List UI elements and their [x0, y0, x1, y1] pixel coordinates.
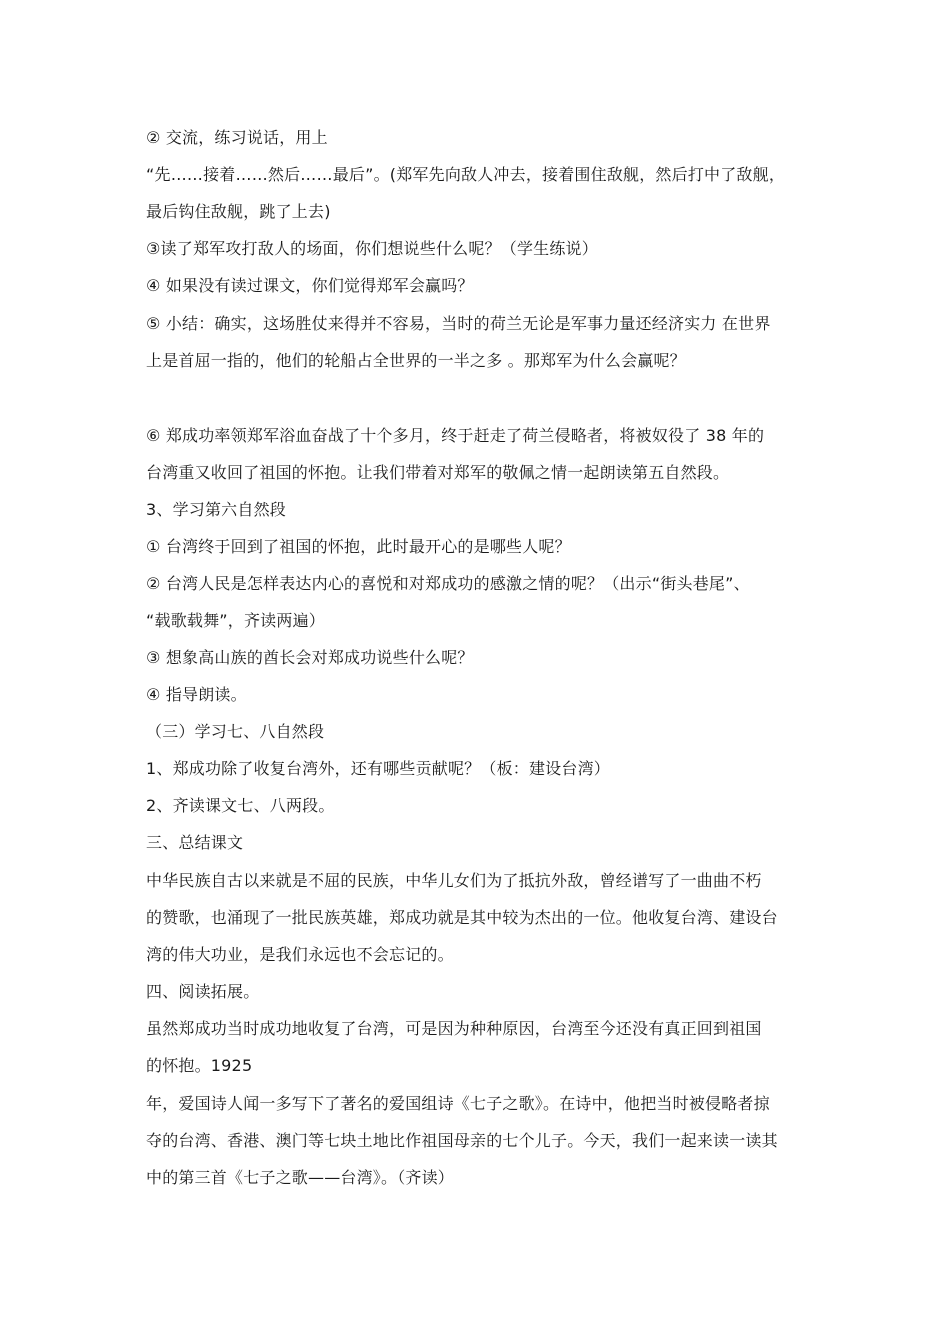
text-line: ⑥ 郑成功率领郑军浴血奋战了十个多月，终于赶走了荷兰侵略者，将被奴役了 38 年的 [146, 426, 765, 445]
text-line: “载歌载舞”，齐读两遍） [146, 611, 325, 630]
text-line: 3、学习第六自然段 [146, 500, 286, 519]
text-line: 中华民族自古以来就是不屈的民族，中华儿女们为了抵抗外敌，曾经谱写了一曲曲不朽 [146, 871, 762, 890]
text-line: 夺的台湾、香港、澳门等七块土地比作祖国母亲的七个儿子。今天，我们一起来读一读其 [146, 1131, 778, 1150]
text-line: 最后钩住敌舰，跳了上去) [146, 202, 331, 221]
text-line: 的赞歌，也涌现了一批民族英雄，郑成功就是其中较为杰出的一位。他收复台湾、建设台 [146, 908, 778, 927]
text-line: 上是首屈一指的，他们的轮船占全世界的一半之多 。那郑军为什么会赢呢？ [146, 351, 686, 370]
text-line: ④ 如果没有读过课文，你们觉得郑军会赢吗？ [146, 276, 474, 295]
text-line: 中的第三首《七子之歌——台湾》。（齐读） [146, 1168, 455, 1187]
text-line: 三、总结课文 [146, 833, 244, 852]
text-line: ② 交流，练习说话，用上 [146, 128, 328, 147]
text-line: （三）学习七、八自然段 [146, 722, 325, 741]
text-line: 1、郑成功除了收复台湾外，还有哪些贡献呢？（板：建设台湾） [146, 759, 610, 778]
text-line: ③读了郑军攻打敌人的场面，你们想说些什么呢？（学生练说） [146, 239, 598, 258]
text-line: 2、齐读课文七、八两段。 [146, 796, 335, 815]
text-line: 年，爱国诗人闻一多写下了著名的爱国组诗《七子之歌》。在诗中，他把当时被侵略者掠 [146, 1094, 770, 1113]
text-line: 四、阅读拓展。 [146, 982, 260, 1001]
text-line: ③ 想象高山族的酋长会对郑成功说些什么呢？ [146, 648, 474, 667]
text-line: 的怀抱。1925 [146, 1056, 253, 1075]
text-line: ⑤ 小结：确实，这场胜仗来得并不容易，当时的荷兰无论是军事力量还经济实力 在世界 [146, 314, 771, 333]
text-line: 湾的伟大功业，是我们永远也不会忘记的。 [146, 945, 454, 964]
text-line: ① 台湾终于回到了祖国的怀抱，此时最开心的是哪些人呢？ [146, 537, 571, 556]
text-line: “先……接着……然后……最后”。(郑军先向敌人冲去，接着围住敌舰，然后打中了敌舰， [146, 165, 786, 184]
text-line: ② 台湾人民是怎样表达内心的喜悦和对郑成功的感激之情的呢？（出示“街头巷尾”、 [146, 574, 750, 593]
text-line: ④ 指导朗读。 [146, 685, 247, 704]
text-line: 虽然郑成功当时成功地收复了台湾，可是因为种种原因，台湾至今还没有真正回到祖国 [146, 1019, 762, 1038]
text-line: 台湾重又收回了祖国的怀抱。让我们带着对郑军的敬佩之情一起朗读第五自然段。 [146, 463, 730, 482]
